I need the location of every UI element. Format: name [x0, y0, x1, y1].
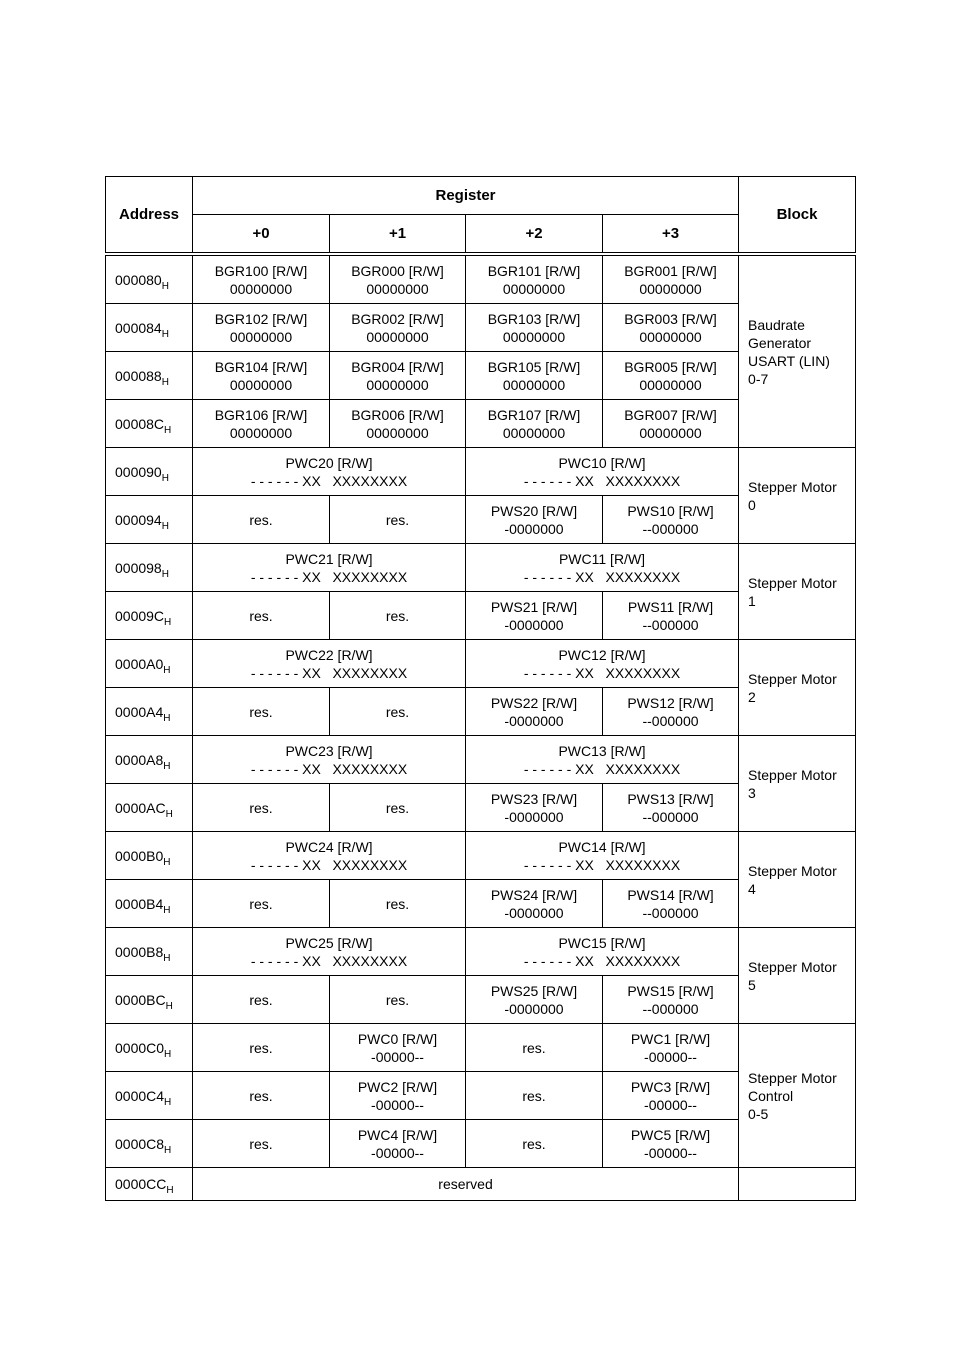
address-value: 0000B8 — [115, 943, 164, 960]
register-reset-value: -0000000 — [504, 520, 564, 537]
address-value: 0000C8 — [115, 1135, 165, 1152]
register-reset-value: - - - - - - XX XXXXXXXX — [523, 760, 681, 777]
address-suffix: H — [161, 472, 169, 484]
address-suffix: H — [163, 952, 171, 964]
address-value: 000084 — [115, 319, 162, 336]
address-value: 000090 — [115, 463, 162, 480]
res-cell — [193, 976, 330, 1024]
address-cell — [106, 544, 193, 592]
register-cell — [466, 928, 739, 976]
register-name: res. — [249, 991, 273, 1008]
register-reset-value: 00000000 — [366, 376, 429, 393]
register-cell — [330, 1072, 466, 1120]
register-name: res. — [385, 607, 410, 624]
address-value: 00008C — [115, 415, 165, 432]
address-cell — [106, 1120, 193, 1168]
register-cell — [330, 1120, 466, 1168]
register-cell — [466, 688, 603, 736]
register-reset-value: 00000000 — [502, 376, 566, 393]
register-cell — [466, 400, 603, 448]
register-cell — [330, 256, 466, 304]
header-row-top — [106, 177, 856, 215]
register-name: PWC25 [R/W] — [285, 934, 373, 951]
register-reset-value: 00000000 — [639, 280, 702, 297]
register-cell — [193, 304, 330, 352]
register-cell — [466, 496, 603, 544]
register-reset-value: 00000000 — [502, 280, 566, 297]
res-cell — [330, 976, 466, 1024]
register-reset-value: -0000000 — [504, 712, 564, 729]
register-reset-value: - - - - - - XX XXXXXXXX — [523, 664, 681, 681]
address-value: 0000C0 — [115, 1039, 165, 1056]
register-reset-value: -00000-- — [371, 1048, 424, 1065]
register-cell — [603, 1024, 739, 1072]
register-name: res. — [249, 1135, 273, 1152]
register-name: BGR105 [R/W] — [487, 358, 581, 375]
address-suffix: H — [164, 616, 172, 628]
register-cell — [466, 880, 603, 928]
address-suffix: H — [161, 280, 169, 292]
table-row — [106, 928, 856, 976]
register-name: res. — [522, 1135, 546, 1152]
address-cell — [106, 784, 193, 832]
register-name: PWS23 [R/W] — [490, 790, 578, 807]
address-cell — [106, 928, 193, 976]
register-name: res. — [249, 799, 273, 816]
address-value: 0000AC — [115, 799, 166, 816]
address-cell — [106, 832, 193, 880]
address-cell — [106, 1168, 193, 1201]
address-suffix: H — [163, 712, 171, 724]
res-cell — [330, 880, 466, 928]
address-suffix: H — [163, 904, 171, 916]
register-name: res. — [249, 511, 273, 528]
address-cell — [106, 640, 193, 688]
register-name: PWC4 [R/W] — [357, 1126, 438, 1143]
address-suffix: H — [161, 568, 169, 580]
register-name: BGR005 [R/W] — [624, 358, 717, 375]
register-reset-value: 00000000 — [229, 424, 293, 441]
register-cell — [603, 256, 739, 304]
address-cell — [106, 304, 193, 352]
register-reset-value: 00000000 — [502, 424, 566, 441]
register-name: BGR102 [R/W] — [214, 310, 308, 327]
register-name: PWC3 [R/W] — [630, 1078, 711, 1095]
register-name: BGR106 [R/W] — [214, 406, 308, 423]
offset-header-1: +1 — [330, 215, 466, 253]
register-name: PWC22 [R/W] — [285, 646, 373, 663]
register-reset-value: - - - - - - XX XXXXXXXX — [250, 568, 408, 585]
register-name: reserved — [438, 1176, 493, 1192]
address-suffix: H — [164, 1144, 172, 1156]
register-reset-value: --000000 — [642, 520, 699, 537]
register-reset-value: -00000-- — [644, 1144, 697, 1161]
offset-header-2: +2 — [466, 215, 603, 253]
register-reset-value: 00000000 — [639, 376, 702, 393]
address-suffix: H — [166, 1185, 174, 1196]
register-reset-value: 00000000 — [366, 328, 429, 345]
register-name: PWS13 [R/W] — [627, 790, 714, 807]
register-name: res. — [385, 511, 410, 528]
register-name: PWC20 [R/W] — [285, 454, 373, 471]
address-header: Address — [106, 177, 193, 253]
res-cell — [330, 784, 466, 832]
register-reset-value: 00000000 — [639, 424, 702, 441]
register-header: Register — [193, 177, 739, 215]
register-name: PWS14 [R/W] — [627, 886, 714, 903]
register-reset-value: - - - - - - XX XXXXXXXX — [523, 856, 681, 873]
register-reset-value: 00000000 — [502, 328, 566, 345]
address-value: 0000BC — [115, 991, 166, 1008]
address-value: 000088 — [115, 367, 162, 384]
register-name: PWS11 [R/W] — [627, 598, 714, 615]
address-suffix: H — [163, 664, 171, 676]
address-value: 000080 — [115, 271, 162, 288]
register-reset-value: --000000 — [642, 904, 699, 921]
register-name: PWC23 [R/W] — [285, 742, 373, 759]
register-name: res. — [249, 1039, 273, 1056]
register-name: BGR001 [R/W] — [624, 262, 717, 279]
register-reset-value: 00000000 — [366, 280, 429, 297]
block-cell: Stepper Motor 4 — [739, 832, 856, 928]
register-cell — [603, 880, 739, 928]
register-cell — [466, 640, 739, 688]
register-cell — [466, 544, 739, 592]
register-name: res. — [385, 895, 410, 912]
register-name: PWC1 [R/W] — [630, 1030, 711, 1047]
block-cell: Stepper Motor 0 — [739, 448, 856, 544]
register-reset-value: - - - - - - XX XXXXXXXX — [523, 952, 681, 969]
register-name: BGR002 [R/W] — [351, 310, 444, 327]
register-cell — [603, 976, 739, 1024]
register-cell — [466, 976, 603, 1024]
address-cell — [106, 1024, 193, 1072]
register-name: PWC15 [R/W] — [558, 934, 646, 951]
address-value: 00009C — [115, 607, 165, 624]
reserved-cell — [193, 1168, 739, 1201]
register-name: res. — [249, 607, 273, 624]
register-cell — [193, 640, 466, 688]
res-cell — [330, 496, 466, 544]
address-suffix: H — [164, 1048, 172, 1060]
res-cell — [466, 1072, 603, 1120]
address-suffix: H — [161, 520, 169, 532]
address-suffix: H — [163, 760, 171, 772]
address-suffix: H — [165, 1000, 173, 1012]
block-cell: Stepper Motor 2 — [739, 640, 856, 736]
register-cell — [193, 544, 466, 592]
address-suffix: H — [164, 424, 172, 436]
register-name: BGR107 [R/W] — [487, 406, 581, 423]
register-cell — [466, 784, 603, 832]
register-rows — [106, 256, 856, 1201]
register-reset-value: - - - - - - XX XXXXXXXX — [250, 856, 408, 873]
address-value: 0000B4 — [115, 895, 164, 912]
register-name: BGR104 [R/W] — [214, 358, 308, 375]
register-name: res. — [249, 1087, 273, 1104]
register-cell — [193, 448, 466, 496]
register-cell — [330, 400, 466, 448]
register-name: res. — [522, 1039, 546, 1056]
address-value: 0000A8 — [115, 751, 164, 768]
register-name: PWC14 [R/W] — [558, 838, 646, 855]
register-reset-value: --000000 — [642, 808, 699, 825]
table-row — [106, 736, 856, 784]
address-cell — [106, 400, 193, 448]
register-reset-value: -0000000 — [504, 808, 564, 825]
register-cell — [603, 304, 739, 352]
register-reset-value: -0000000 — [504, 1000, 564, 1017]
register-map-table — [105, 176, 856, 1201]
register-name: PWS25 [R/W] — [490, 982, 578, 999]
table-row — [106, 544, 856, 592]
res-cell — [330, 688, 466, 736]
block-cell: Stepper Motor 3 — [739, 736, 856, 832]
table-row — [106, 256, 856, 304]
res-cell — [193, 592, 330, 640]
table-row — [106, 640, 856, 688]
table-row — [106, 1024, 856, 1072]
register-reset-value: - - - - - - XX XXXXXXXX — [523, 472, 681, 489]
register-reset-value: -00000-- — [644, 1096, 697, 1113]
register-name: PWS24 [R/W] — [490, 886, 578, 903]
register-cell — [193, 352, 330, 400]
register-reset-value: 00000000 — [366, 424, 429, 441]
block-cell: Stepper Motor 1 — [739, 544, 856, 640]
register-reset-value: - - - - - - XX XXXXXXXX — [250, 952, 408, 969]
register-cell — [603, 1072, 739, 1120]
register-reset-value: - - - - - - XX XXXXXXXX — [250, 760, 408, 777]
register-name: PWC5 [R/W] — [630, 1126, 711, 1143]
register-cell — [603, 784, 739, 832]
block-cell: Baudrate Generator USART (LIN) 0-7 — [739, 256, 856, 448]
block-header: Block — [739, 177, 856, 253]
register-cell — [466, 832, 739, 880]
address-cell — [106, 1072, 193, 1120]
register-reset-value: -00000-- — [644, 1048, 697, 1065]
res-cell — [193, 1120, 330, 1168]
address-cell — [106, 256, 193, 304]
register-name: PWC0 [R/W] — [357, 1030, 438, 1047]
register-reset-value: --000000 — [642, 712, 699, 729]
address-value: 000094 — [115, 511, 162, 528]
register-reset-value: -00000-- — [371, 1096, 424, 1113]
register-name: BGR103 [R/W] — [487, 310, 581, 327]
table-row — [106, 832, 856, 880]
address-suffix: H — [164, 1096, 172, 1108]
address-cell — [106, 688, 193, 736]
address-cell — [106, 976, 193, 1024]
register-cell — [466, 448, 739, 496]
register-name: PWC13 [R/W] — [558, 742, 646, 759]
register-cell — [603, 1120, 739, 1168]
register-name: res. — [522, 1087, 546, 1104]
res-cell — [193, 784, 330, 832]
register-reset-value: --000000 — [642, 616, 699, 633]
register-cell — [603, 496, 739, 544]
register-name: res. — [249, 703, 273, 720]
register-name: PWC10 [R/W] — [558, 454, 646, 471]
address-value: 000098 — [115, 559, 162, 576]
address-cell — [106, 592, 193, 640]
res-cell — [193, 496, 330, 544]
address-suffix: H — [161, 376, 169, 388]
address-value: 0000CC — [115, 1176, 167, 1192]
register-name: PWS12 [R/W] — [627, 694, 714, 711]
register-name: res. — [385, 991, 410, 1008]
register-reset-value: 00000000 — [639, 328, 702, 345]
res-cell — [193, 1024, 330, 1072]
register-cell — [603, 352, 739, 400]
register-cell — [193, 256, 330, 304]
address-cell — [106, 352, 193, 400]
register-name: PWC24 [R/W] — [285, 838, 373, 855]
register-name: PWS21 [R/W] — [490, 598, 578, 615]
register-cell — [330, 1024, 466, 1072]
register-cell — [193, 928, 466, 976]
register-reset-value: - - - - - - XX XXXXXXXX — [523, 568, 681, 585]
register-name: PWS10 [R/W] — [627, 502, 714, 519]
register-cell — [466, 256, 603, 304]
register-cell — [330, 352, 466, 400]
register-reset-value: -0000000 — [504, 904, 564, 921]
register-cell — [330, 304, 466, 352]
register-name: BGR007 [R/W] — [624, 406, 717, 423]
register-cell — [466, 352, 603, 400]
address-suffix: H — [161, 328, 169, 340]
address-cell — [106, 736, 193, 784]
address-suffix: H — [165, 808, 173, 820]
register-cell — [466, 736, 739, 784]
register-name: PWC12 [R/W] — [558, 646, 646, 663]
address-suffix: H — [163, 856, 171, 868]
address-value: 0000B0 — [115, 847, 164, 864]
res-cell — [193, 1072, 330, 1120]
offset-header-3: +3 — [603, 215, 739, 253]
register-name: PWS22 [R/W] — [490, 694, 578, 711]
register-name: BGR003 [R/W] — [624, 310, 717, 327]
register-reset-value: -00000-- — [371, 1144, 424, 1161]
block-cell: Stepper Motor Control 0-5 — [739, 1024, 856, 1168]
address-cell — [106, 448, 193, 496]
register-name: BGR101 [R/W] — [487, 262, 581, 279]
res-cell — [330, 592, 466, 640]
address-cell — [106, 880, 193, 928]
register-name: PWC21 [R/W] — [285, 550, 373, 567]
register-reset-value: - - - - - - XX XXXXXXXX — [250, 664, 408, 681]
register-name: res. — [249, 895, 273, 912]
register-cell — [193, 736, 466, 784]
register-name: PWS15 [R/W] — [627, 982, 714, 999]
address-cell — [106, 496, 193, 544]
res-cell — [193, 880, 330, 928]
register-name: res. — [385, 799, 410, 816]
register-reset-value: 00000000 — [229, 376, 293, 393]
table-row — [106, 448, 856, 496]
register-cell — [603, 400, 739, 448]
res-cell — [466, 1120, 603, 1168]
table-row — [106, 1168, 856, 1201]
address-value: 0000C4 — [115, 1087, 165, 1104]
block-cell — [739, 1168, 856, 1201]
register-cell — [466, 592, 603, 640]
register-cell — [466, 304, 603, 352]
register-name: BGR006 [R/W] — [351, 406, 444, 423]
register-name: PWC2 [R/W] — [357, 1078, 438, 1095]
register-reset-value: -0000000 — [504, 616, 564, 633]
register-cell — [193, 400, 330, 448]
register-cell — [603, 688, 739, 736]
register-cell — [603, 592, 739, 640]
register-name: PWC11 [R/W] — [558, 550, 646, 567]
register-name: BGR000 [R/W] — [351, 262, 444, 279]
register-name: res. — [385, 703, 410, 720]
register-reset-value: - - - - - - XX XXXXXXXX — [250, 472, 408, 489]
address-value: 0000A0 — [115, 655, 164, 672]
register-name: PWS20 [R/W] — [490, 502, 578, 519]
register-reset-value: 00000000 — [229, 280, 293, 297]
register-cell — [193, 832, 466, 880]
register-name: BGR004 [R/W] — [351, 358, 444, 375]
address-value: 0000A4 — [115, 703, 164, 720]
res-cell — [466, 1024, 603, 1072]
register-reset-value: --000000 — [642, 1000, 699, 1017]
register-name: BGR100 [R/W] — [214, 262, 308, 279]
block-cell: Stepper Motor 5 — [739, 928, 856, 1024]
res-cell — [193, 688, 330, 736]
register-reset-value: 00000000 — [229, 328, 293, 345]
offset-header-0: +0 — [193, 215, 330, 253]
